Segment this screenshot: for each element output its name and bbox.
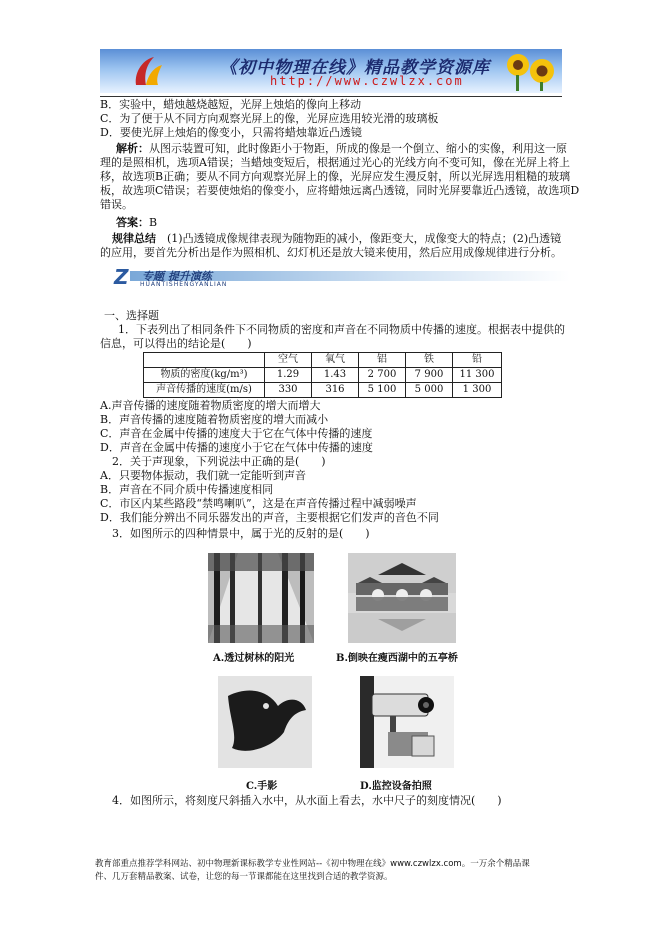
- table-cell: 5 000: [406, 383, 453, 398]
- q1-stem-1: 1．下表列出了相同条件下不同物质的密度和声音在不同物质中传播的速度。根据表中提供的: [118, 323, 565, 336]
- promo-label: 专题 提升演练: [142, 270, 212, 283]
- table-cell: 316: [312, 383, 359, 398]
- section-title: 一、选择题: [104, 309, 159, 322]
- banner-title: 《初中物理在线》精品教学资源库: [220, 58, 490, 78]
- q2-option-c: C．市区内某些路段“禁鸣喇叭”，这是在声音传播过程中减弱噪声: [100, 497, 417, 510]
- figure-b-bridge-image: [348, 553, 456, 643]
- analysis-line-5: 错误。: [100, 198, 133, 211]
- table-header-cell: 铅: [453, 353, 502, 368]
- answer-value: B: [149, 216, 158, 229]
- q2-stem: 2．关于声现象，下列说法中正确的是( ): [112, 455, 326, 468]
- q2-option-d: D．我们能分辨出不同乐器发出的声音，主要根据它们发声的音色不同: [100, 511, 439, 524]
- prev-option-b: B．实验中，蜡烛越烧越短，光屏上烛焰的像向上移动: [100, 98, 362, 111]
- table-header-cell: 空气: [265, 353, 312, 368]
- footer-line-2: 件、几万套精品教案、试卷，让您的每一节课都能在这里找到合适的教学资源。: [95, 872, 393, 882]
- q2-option-b: B．声音在不同介质中传播速度相同: [100, 483, 274, 496]
- q1-option-d: D．声音在金属中传播的速度小于它在气体中传播的速度: [100, 441, 373, 454]
- prev-option-d: D．要使光屏上烛焰的像变小，只需将蜡烛靠近凸透镜: [100, 126, 362, 139]
- table-cell: 330: [265, 383, 312, 398]
- table-cell: 物质的密度(kg/m³): [144, 368, 265, 383]
- summary-text-1: (1)凸透镜成像规律表现为随物距的减小，像距变大，成像变大的特点；(2)凸透镜: [167, 232, 562, 245]
- table-cell: 2 700: [359, 368, 406, 383]
- summary-line-1: [112, 232, 561, 246]
- table-cell: 7 900: [406, 368, 453, 383]
- footer-note: [95, 858, 575, 884]
- table-header-row: [144, 353, 502, 368]
- answer-label: 答案：: [116, 216, 149, 229]
- table-header-cell: 铁: [406, 353, 453, 368]
- table-cell: 声音传播的速度(m/s): [144, 383, 265, 398]
- q1-option-b: B．声音传播的速度随着物质密度的增大而减小: [100, 413, 329, 426]
- header-divider: [100, 96, 562, 97]
- table-row: [144, 368, 502, 383]
- figure-c-caption: C.手影: [246, 781, 278, 792]
- table-header-cell: 氧气: [312, 353, 359, 368]
- table-cell: 11 300: [453, 368, 502, 383]
- table-cell: 5 100: [359, 383, 406, 398]
- sunflower-icon: [498, 51, 558, 91]
- analysis-line-1: [116, 142, 567, 156]
- table-header-cell: 铝: [359, 353, 406, 368]
- q1-option-c: C．声音在金属中传播的速度大于它在气体中传播的速度: [100, 427, 373, 440]
- banner-url[interactable]: http://www.czwlzx.com: [270, 74, 464, 88]
- promo-bar: [100, 265, 570, 287]
- analysis-text-1: 从图示装置可知，此时像距小于物距，所成的像是一个倒立、缩小的实像，利用这一原: [149, 142, 567, 155]
- footer-line-1: 教育部重点推荐学科网站、初中物理新课标教学专业性网站--《初中物理在线》www.czwlzx.com。一万余个精品课: [95, 859, 530, 869]
- table-row: [144, 383, 502, 398]
- promo-z-logo: Z: [114, 265, 129, 289]
- summary-line-2: 的应用，要首先分析出是作为照相机、幻灯机还是放大镜来使用，然后应用成像规律进行分析。: [100, 246, 562, 259]
- answer-line: [116, 216, 157, 230]
- promo-sub: HUANTISHENGYANLIAN: [140, 281, 228, 288]
- figure-a-caption: A.透过树林的阳光: [213, 653, 295, 664]
- analysis-label: 解析：: [116, 142, 149, 155]
- table-cell: 1.29: [265, 368, 312, 383]
- figure-a-forest-image: [208, 553, 314, 643]
- q1-option-a: A.声音传播的速度随着物质密度的增大而增大: [100, 399, 321, 412]
- density-speed-table: [143, 352, 502, 398]
- q4-stem: 4．如图所示，将刻度尺斜插入水中，从水面上看去，水中尺子的刻度情况( ): [112, 794, 502, 807]
- table-cell: 1.43: [312, 368, 359, 383]
- table-header-cell: [144, 353, 265, 368]
- site-logo-icon: [130, 55, 166, 89]
- figure-d-caption: D.监控设备拍照: [360, 781, 432, 792]
- figure-d-camera-image: [360, 676, 454, 768]
- figure-b-caption: B.倒映在瘦西湖中的五亭桥: [336, 653, 458, 664]
- q3-stem: 3．如图所示的四种情景中，属于光的反射的是( ): [112, 527, 370, 540]
- analysis-line-3: 移，故选项B正确；要从不同方向观察光屏上的像，光屏应发生漫反射，所以光屏选用粗糙的玻璃: [100, 170, 571, 183]
- figure-c-hand-shadow-image: [218, 676, 312, 768]
- analysis-line-4: 板，故选项C错误；若要使烛焰的像变小，应将蜡烛远离凸透镜，同时光屏要靠近凸透镜，故选项D: [100, 184, 580, 197]
- q2-option-a: A．只要物体振动，我们就一定能听到声音: [100, 469, 306, 482]
- prev-option-c: C．为了便于从不同方向观察光屏上的像，光屏应选用较光滑的玻璃板: [100, 112, 439, 125]
- summary-label: 规律总结: [112, 232, 156, 245]
- header-banner: [100, 49, 562, 93]
- table-cell: 1 300: [453, 383, 502, 398]
- q1-stem-2: 信息，可以得出的结论是( ): [100, 337, 252, 350]
- analysis-line-2: 理的是照相机，选项A错误；当蜡烛变短后，根据通过光心的光线方向不变可知，像在光屏上将上: [100, 156, 570, 169]
